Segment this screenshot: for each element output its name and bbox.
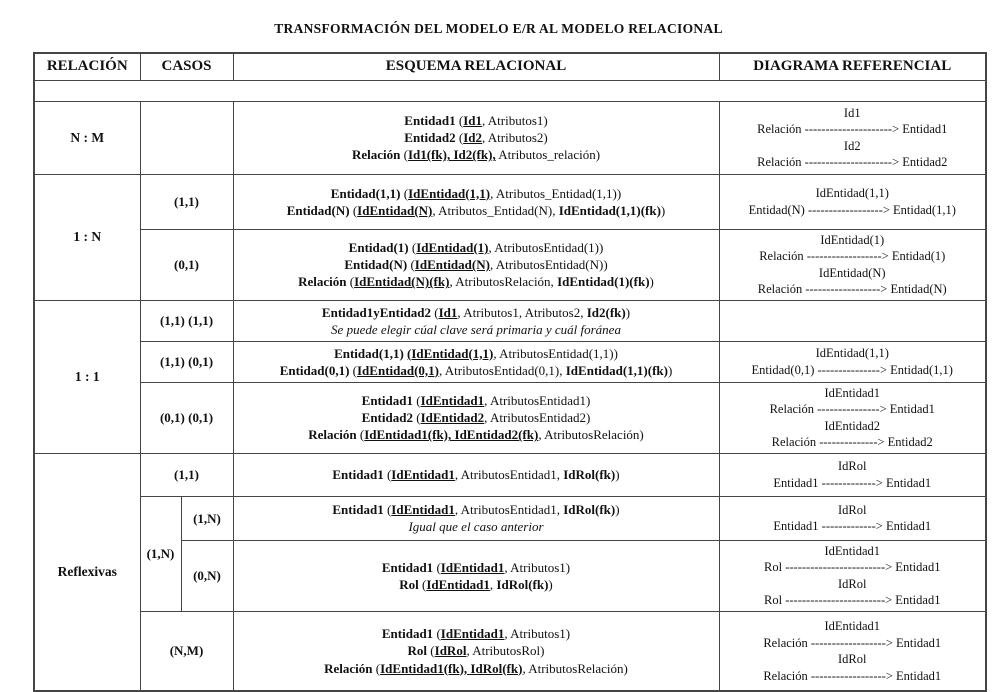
cell-caso-1n-01: (0,1) xyxy=(140,229,233,300)
cell-esquema-11-1101 xyxy=(233,341,719,382)
cell-esquema-reflexivas-1n xyxy=(233,496,719,540)
cell-caso-reflexivas-nm: (N,M) xyxy=(140,611,233,691)
text-line: Entidad(0,1) (IdEntidad(0,1), AtributosEntidad(0,1), IdEntidad(1,1)(fk)) xyxy=(279,362,673,378)
text-line: Id1 xyxy=(843,105,861,120)
table-row-nm xyxy=(34,101,986,174)
text-line: IdRol xyxy=(838,576,867,591)
text-line: IdEntidad1 xyxy=(824,385,881,400)
cell-caso-nm xyxy=(140,101,233,174)
transformation-table xyxy=(33,52,987,692)
spacer-cell xyxy=(34,80,986,101)
text-line: Entidad1 (IdEntidad1, Atributos1) xyxy=(381,559,571,575)
text-line: Entidad1yEntidad2 (Id1, Atributos1, Atributos2, Id2(fk)) xyxy=(321,304,631,320)
table-row-reflexivas-nm xyxy=(34,611,986,691)
text-line: IdEntidad(1,1) xyxy=(815,346,889,361)
cell-diagrama-reflexivas-nm xyxy=(719,611,986,691)
text-line: Entidad(N) (IdEntidad(N), Atributos_Entidad(N), IdEntidad(1,1)(fk)) xyxy=(286,202,666,218)
cell-esquema-nm xyxy=(233,101,719,174)
cell-esquema-1n-01 xyxy=(233,229,719,300)
text-line: Entidad(1) (IdEntidad(1), AtributosEntidad(1)) xyxy=(348,240,604,256)
text-line: IdRol xyxy=(838,652,867,667)
text-line: Entidad(N) ------------------> Entidad(1,1) xyxy=(748,202,956,217)
text-line: IdEntidad(1) xyxy=(820,232,885,247)
cell-relation-11: 1 : 1 xyxy=(34,300,140,453)
cell-diagrama-11-1101 xyxy=(719,341,986,382)
text-line: Relación ------------------> Entidad1 xyxy=(763,635,942,650)
text-line: Relación ---------------------> Entidad2 xyxy=(757,155,948,170)
cell-caso-reflexivas-0n: (0,N) xyxy=(181,540,233,611)
text-line: Relación ---------------> Entidad1 xyxy=(769,402,935,417)
header-row xyxy=(34,53,986,80)
text-line: Relación (Id1(fk), Id2(fk), Atributos_relación) xyxy=(351,147,601,163)
text-line: IdRol xyxy=(838,502,867,517)
text-line: Entidad1 (IdEntidad1, AtributosEntidad1) xyxy=(361,393,591,409)
table-row-reflexivas-1n1n xyxy=(34,496,986,540)
cell-caso-group-1n: (1,N) xyxy=(140,496,181,611)
spacer-row xyxy=(34,80,986,101)
column-header-esquema: ESQUEMA RELACIONAL xyxy=(233,53,719,80)
text-line: Entidad(1,1) (IdEntidad(1,1), Atributos_Entidad(1,1)) xyxy=(330,185,622,201)
text-line: Entidad1 (IdEntidad1, Atributos1) xyxy=(381,626,571,642)
text-line: Relación ---------------------> Entidad1 xyxy=(757,122,948,137)
cell-diagrama-1n-11 xyxy=(719,174,986,229)
cell-caso-1n-11: (1,1) xyxy=(140,174,233,229)
cell-esquema-reflexivas-0n xyxy=(233,540,719,611)
cell-diagrama-1n-01 xyxy=(719,229,986,300)
text-line: IdEntidad1 xyxy=(824,543,881,558)
text-line: IdEntidad2 xyxy=(824,418,881,433)
text-line: Entidad(0,1) ---------------> Entidad(1,1) xyxy=(751,362,953,377)
text-line: Id2 xyxy=(843,138,861,153)
cell-diagrama-reflexivas-1n xyxy=(719,496,986,540)
cell-esquema-reflexivas-nm xyxy=(233,611,719,691)
text-line: Entidad2 (Id2, Atributos2) xyxy=(404,130,548,146)
cell-diagrama-11-0101 xyxy=(719,382,986,453)
cell-caso-reflexivas-1n: (1,N) xyxy=(181,496,233,540)
text-line: IdEntidad1 xyxy=(824,619,881,634)
text-line: Relación ------------------> Entidad(N) xyxy=(757,282,947,297)
text-line: Rol (IdEntidad1, IdRol(fk)) xyxy=(399,576,553,592)
text-line: Entidad1 (IdEntidad1, AtributosEntidad1, IdRol(fk)) xyxy=(332,502,620,518)
table-row-11-1111 xyxy=(34,300,986,341)
text-line: Rol ------------------------> Entidad1 xyxy=(764,560,941,575)
text-line: Rol (IdRol, AtributosRol) xyxy=(407,643,545,659)
cell-esquema-reflexivas-11 xyxy=(233,453,719,496)
text-line: Entidad1 (Id1, Atributos1) xyxy=(404,113,548,129)
cell-caso-11-1111: (1,1) (1,1) xyxy=(140,300,233,341)
cell-diagrama-reflexivas-11 xyxy=(719,453,986,496)
text-line: Entidad(N) (IdEntidad(N), AtributosEntidad(N)) xyxy=(344,257,608,273)
cell-relation-reflexivas: Reflexivas xyxy=(34,453,140,691)
table-row-1n-01 xyxy=(34,229,986,300)
cell-diagrama-nm xyxy=(719,101,986,174)
cell-caso-11-0101: (0,1) (0,1) xyxy=(140,382,233,453)
text-line: Entidad(1,1) (IdEntidad(1,1), AtributosEntidad(1,1)) xyxy=(334,345,618,361)
cell-diagrama-11-1111 xyxy=(719,300,986,341)
table-row-reflexivas-11 xyxy=(34,453,986,496)
text-line: IdRol xyxy=(838,459,867,474)
text-line: Se puede elegir cúal clave será primaria y cuál foránea xyxy=(331,321,621,337)
table-row-11-0101 xyxy=(34,382,986,453)
text-line: Relación (IdEntidad1(fk), IdRol(fk), AtributosRelación) xyxy=(324,660,628,676)
cell-relation-nm: N : M xyxy=(34,101,140,174)
text-line: Igual que el caso anterior xyxy=(408,519,544,535)
text-line: IdEntidad(1,1) xyxy=(815,186,889,201)
text-line: Rol ------------------------> Entidad1 xyxy=(764,593,941,608)
cell-esquema-11-0101 xyxy=(233,382,719,453)
cell-diagrama-reflexivas-0n xyxy=(719,540,986,611)
table-row-1n-11 xyxy=(34,174,986,229)
text-line: IdEntidad(N) xyxy=(818,265,886,280)
cell-caso-reflexivas-11: (1,1) xyxy=(140,453,233,496)
cell-esquema-11-1111 xyxy=(233,300,719,341)
text-line: Relación --------------> Entidad2 xyxy=(771,435,933,450)
text-line: Entidad1 (IdEntidad1, AtributosEntidad1, IdRol(fk)) xyxy=(332,467,620,483)
text-line: Relación ------------------> Entidad1 xyxy=(763,668,942,683)
column-header-relacion: RELACIÓN xyxy=(34,53,140,80)
cell-relation-1n: 1 : N xyxy=(34,174,140,300)
cell-esquema-1n-11 xyxy=(233,174,719,229)
text-line: Relación ------------------> Entidad(1) xyxy=(759,249,946,264)
text-line: Relación (IdEntidad1(fk), IdEntidad2(fk), AtributosRelación) xyxy=(308,427,644,443)
page-title: TRANSFORMACIÓN DEL MODELO E/R AL MODELO RELACIONAL xyxy=(274,21,723,36)
cell-caso-11-1101: (1,1) (0,1) xyxy=(140,341,233,382)
column-header-diagrama: DIAGRAMA REFERENCIAL xyxy=(719,53,986,80)
text-line: Entidad2 (IdEntidad2, AtributosEntidad2) xyxy=(361,410,591,426)
text-line: Relación (IdEntidad(N)(fk), AtributosRelación, IdEntidad(1)(fk)) xyxy=(298,274,654,290)
text-line: Entidad1 -------------> Entidad1 xyxy=(773,475,932,490)
column-header-casos: CASOS xyxy=(140,53,233,80)
text-line: Entidad1 -------------> Entidad1 xyxy=(773,519,932,534)
table-row-11-1101 xyxy=(34,341,986,382)
